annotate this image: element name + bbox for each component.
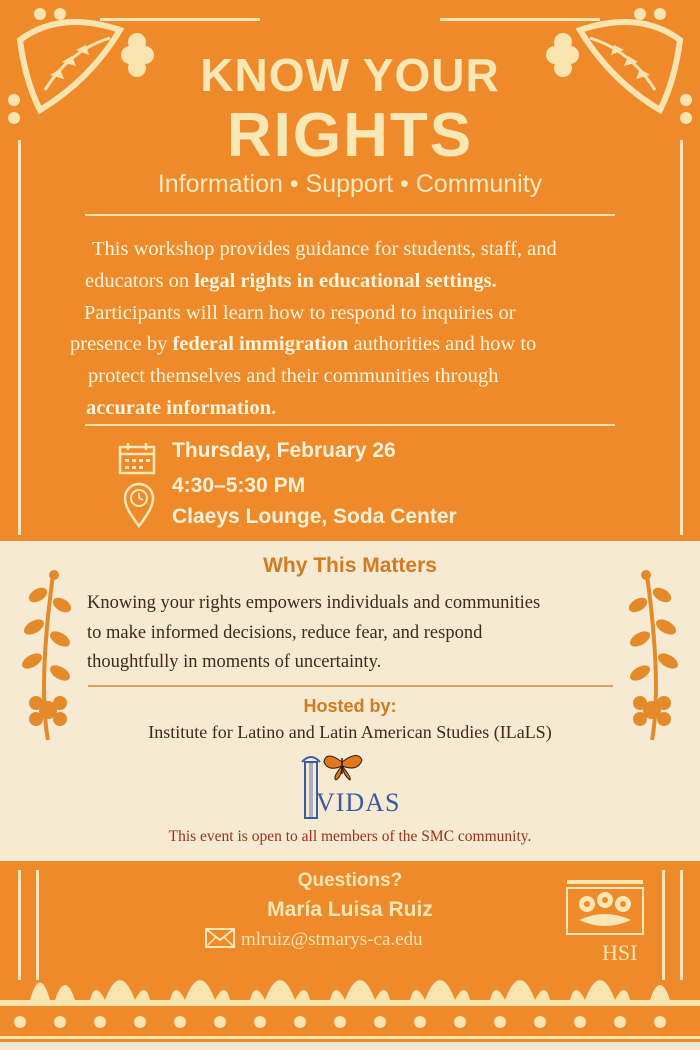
contact-email[interactable]: mlruiz@stmarys-ca.edu (241, 929, 423, 950)
email-row[interactable] (205, 928, 423, 951)
divider-top (85, 214, 615, 216)
open-event-note: This event is open to all members of the SMC community. (168, 828, 532, 845)
title-line-2: RIGHTS (226, 101, 474, 170)
workshop-description (70, 234, 630, 425)
questions-label: Questions? (297, 870, 403, 891)
vidas-wordmark: VIDAS (316, 788, 401, 817)
why-line-2: to make informed decisions, reduce fear, and respond (87, 622, 483, 643)
host-name: Institute for Latino and Latin American Studies (ILaLS) (148, 722, 552, 742)
hsi-badge-text: HSI (602, 940, 638, 965)
desc-line-4 (70, 329, 630, 361)
subtitle: Information • Support • Community (157, 170, 543, 198)
desc-line-1: This workshop provides guidance for students, staff, and (92, 238, 557, 260)
event-date: Thursday, February 26 (172, 439, 396, 462)
title-line-1: KNOW YOUR (200, 49, 500, 101)
desc-line-2-text: educators on (85, 269, 195, 292)
location-pin-clock-icon (122, 482, 156, 528)
why-line-3: thoughtfully in moments of uncertainty. (87, 652, 382, 672)
desc-line-6 (70, 393, 630, 425)
hosted-by-label: Hosted by: (303, 696, 397, 716)
floral-vine-right (622, 565, 682, 745)
floral-vine-left (18, 565, 78, 745)
desc-line-2-bold: legal rights in educational settings. (194, 269, 497, 292)
event-time: 4:30–5:30 PM (172, 474, 306, 497)
desc-line-2 (70, 266, 630, 298)
divider-why (88, 685, 613, 687)
bottom-scallop-border (0, 960, 700, 1050)
desc-line-4-text: presence by (70, 333, 173, 356)
why-line-1: Knowing your rights empowers individuals and communities (87, 593, 541, 613)
right-border-line (680, 140, 683, 535)
desc-line-4-bold: federal immigration (172, 333, 349, 356)
divider-middle (85, 424, 615, 426)
desc-line-3: Participants will learn how to respond to inquiries or (84, 301, 516, 324)
left-border-line (18, 140, 21, 535)
desc-line-6-bold: accurate information. (86, 396, 277, 419)
calendar-icon (118, 441, 156, 475)
contact-name: María Luisa Ruiz (267, 898, 433, 921)
envelope-icon (205, 928, 235, 948)
why-body (87, 589, 627, 678)
desc-line-5: protect themselves and their communities through (88, 365, 499, 388)
why-title: Why This Matters (263, 554, 437, 577)
desc-line-4-post: authorities and how to (348, 333, 537, 356)
event-location: Claeys Lounge, Soda Center (172, 505, 457, 528)
